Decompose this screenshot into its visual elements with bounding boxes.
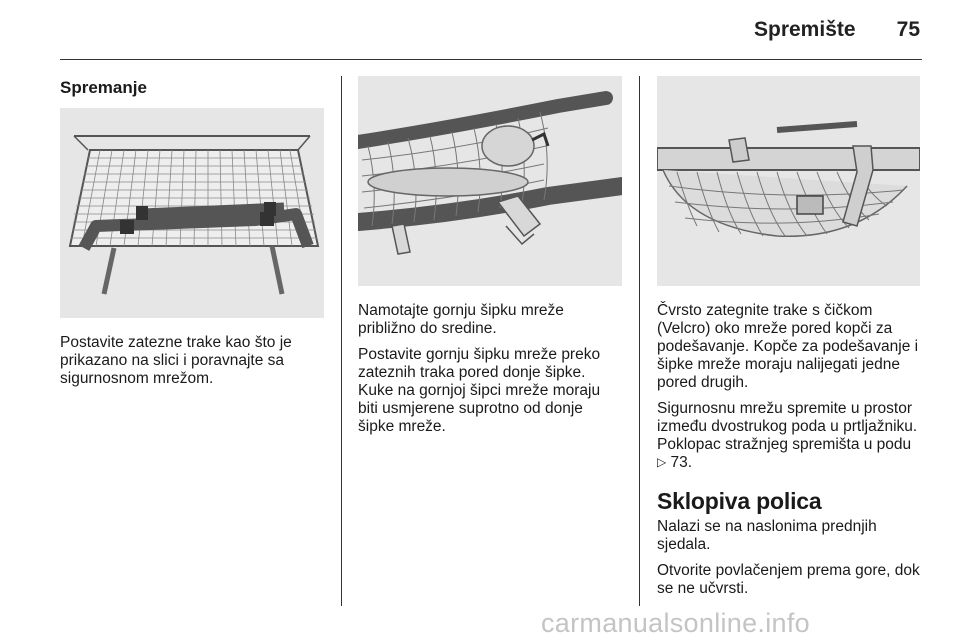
paragraph-place-bar: Postavite gornju šipku mreže preko zateznih traka pored donje šipke. Kuke na gornjoj šipci mreže moraju biti usmjerene suprotno od donje šipke mreže. bbox=[358, 346, 601, 435]
net-straps-illustration bbox=[60, 108, 324, 318]
velcro-straps-illustration bbox=[657, 76, 920, 286]
page-title: Spremište bbox=[754, 18, 856, 41]
paragraph-shelf-open: Otvorite povlačenjem prema gore, dok se ne učvrsti. bbox=[657, 562, 920, 597]
column-divider-left bbox=[341, 76, 342, 606]
paragraph-straps-instruction: Postavite zatezne trake kao što je prikazano na slici i poravnajte sa sigurnosnom mrežom. bbox=[60, 334, 292, 387]
page-number: 75 bbox=[896, 18, 920, 41]
arrow-reference-icon: ▷ bbox=[657, 455, 667, 469]
section-heading-spremanje: Spremanje bbox=[60, 78, 147, 97]
section-heading-sklopiva-polica: Sklopiva polica bbox=[657, 488, 822, 514]
rolled-net-illustration bbox=[358, 76, 622, 286]
figure-net-with-straps bbox=[60, 108, 324, 318]
column-divider-right bbox=[639, 76, 640, 606]
header-divider bbox=[60, 59, 922, 60]
figure-velcro-straps bbox=[657, 76, 920, 286]
watermark: carmanualsonline.info bbox=[541, 608, 810, 638]
page-reference-link[interactable]: 73. bbox=[670, 454, 693, 471]
paragraph-store-net bbox=[657, 400, 921, 472]
paragraph-velcro: Čvrsto zategnite trake s čičkom (Velcro) oko mreže pored kopči za podešavanje. Kopče za podešavanje i šipke mreže moraju nalijegati jedne pored drugih. bbox=[657, 302, 919, 391]
paragraph-shelf-location: Nalazi se na naslonima prednjih sjedala. bbox=[657, 518, 877, 553]
figure-rolled-net-bars bbox=[358, 76, 622, 286]
paragraph-roll-net: Namotajte gornju šipku mreže približno do sredine. bbox=[358, 302, 564, 337]
store-net-text: Sigurnosnu mrežu spremite u prostor između dvostrukog poda u prtljažniku. Poklopac stražnjeg spremišta u podu bbox=[657, 400, 918, 453]
